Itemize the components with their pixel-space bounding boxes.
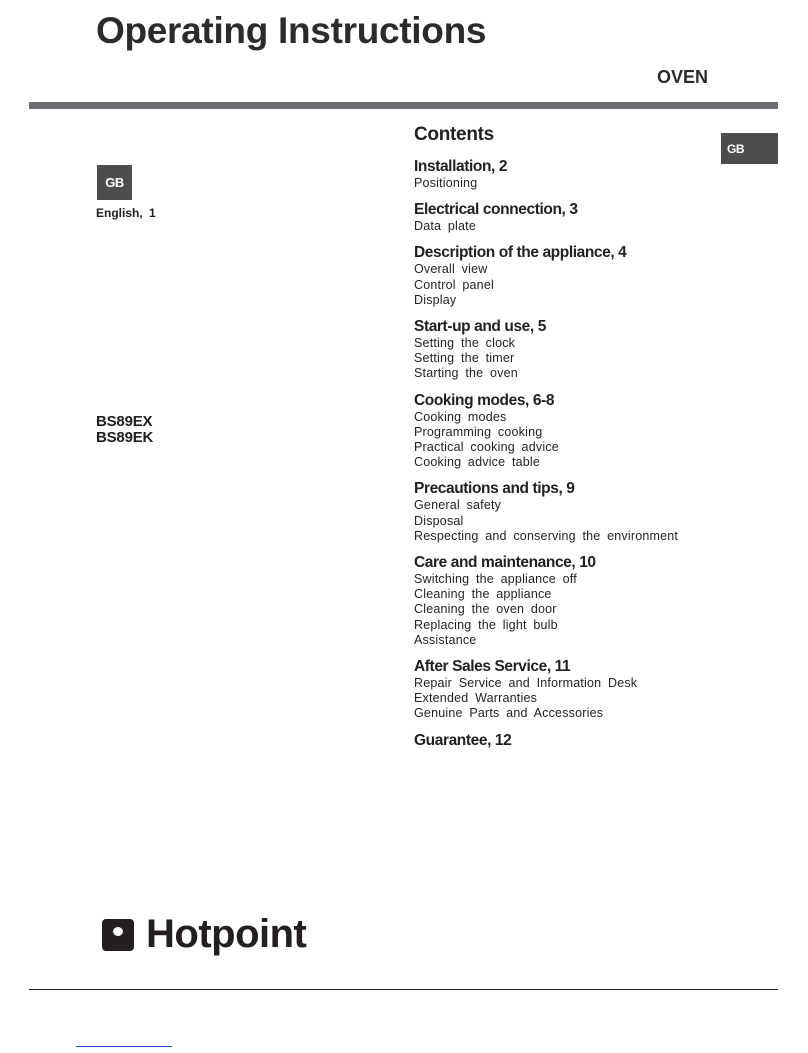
model-number: BS89EK <box>96 429 154 446</box>
brand-logo <box>102 912 306 957</box>
contents-section <box>414 392 714 471</box>
section-item: Respecting and conserving the environment <box>414 528 679 543</box>
language-page-reference: English, 1 <box>96 206 156 220</box>
language-tab: GB <box>721 133 778 164</box>
contents-section <box>414 158 714 191</box>
document-title: Operating Instructions <box>96 10 487 51</box>
section-item: Genuine Parts and Accessories <box>414 706 604 721</box>
section-item: Assistance <box>414 632 477 647</box>
contents-sections <box>414 158 714 750</box>
section-item: Overall view <box>414 262 488 277</box>
section-title: Description of the appliance, 4 <box>414 244 627 262</box>
section-item: Switching the appliance off <box>414 572 577 587</box>
section-item: Cleaning the appliance <box>414 587 552 602</box>
section-item: Starting the oven <box>414 366 518 381</box>
product-type: OVEN <box>657 67 709 87</box>
section-title: Electrical connection, 3 <box>414 201 578 219</box>
section-item: General safety <box>414 498 502 513</box>
model-numbers <box>96 414 153 446</box>
section-item: Replacing the light bulb <box>414 617 558 632</box>
footer-link-underline[interactable] <box>76 1046 172 1047</box>
contents-section <box>414 732 714 750</box>
section-item: Practical cooking advice <box>414 440 559 455</box>
section-item: Control panel <box>414 277 494 292</box>
table-of-contents <box>414 124 714 760</box>
language-badge: GB <box>97 165 132 200</box>
header-divider <box>29 102 778 109</box>
section-item: Extended Warranties <box>414 691 538 706</box>
section-title: Care and maintenance, 10 <box>414 554 596 572</box>
contents-section <box>414 554 714 648</box>
section-title: Precautions and tips, 9 <box>414 480 575 498</box>
footer-divider <box>29 989 778 990</box>
section-item: Setting the clock <box>414 336 516 351</box>
section-title: Start-up and use, 5 <box>414 318 546 336</box>
contents-section <box>414 201 714 234</box>
section-item: Programming cooking <box>414 424 543 439</box>
brand-name: Hotpoint <box>146 912 307 956</box>
section-item: Positioning <box>414 176 478 190</box>
section-item: Cooking advice table <box>414 455 541 470</box>
section-item: Repair Service and Information Desk <box>414 676 638 691</box>
contents-section <box>414 658 714 722</box>
section-item: Disposal <box>414 513 464 528</box>
section-item: Display <box>414 292 457 307</box>
contents-section <box>414 244 714 308</box>
contents-section <box>414 480 714 544</box>
contents-heading: Contents <box>414 124 494 145</box>
section-item: Setting the timer <box>414 351 515 366</box>
section-title: Cooking modes, 6-8 <box>414 391 555 409</box>
model-number: BS89EX <box>96 413 153 430</box>
section-title: Guarantee, 12 <box>414 731 512 749</box>
section-title: After Sales Service, 11 <box>414 658 571 676</box>
section-item: Data plate <box>414 219 476 234</box>
section-item: Cooking modes <box>414 409 507 424</box>
contents-section <box>414 318 714 382</box>
hotpoint-logo-icon <box>102 919 134 951</box>
section-title: Installation, 2 <box>414 158 508 175</box>
section-item: Cleaning the oven door <box>414 602 557 617</box>
